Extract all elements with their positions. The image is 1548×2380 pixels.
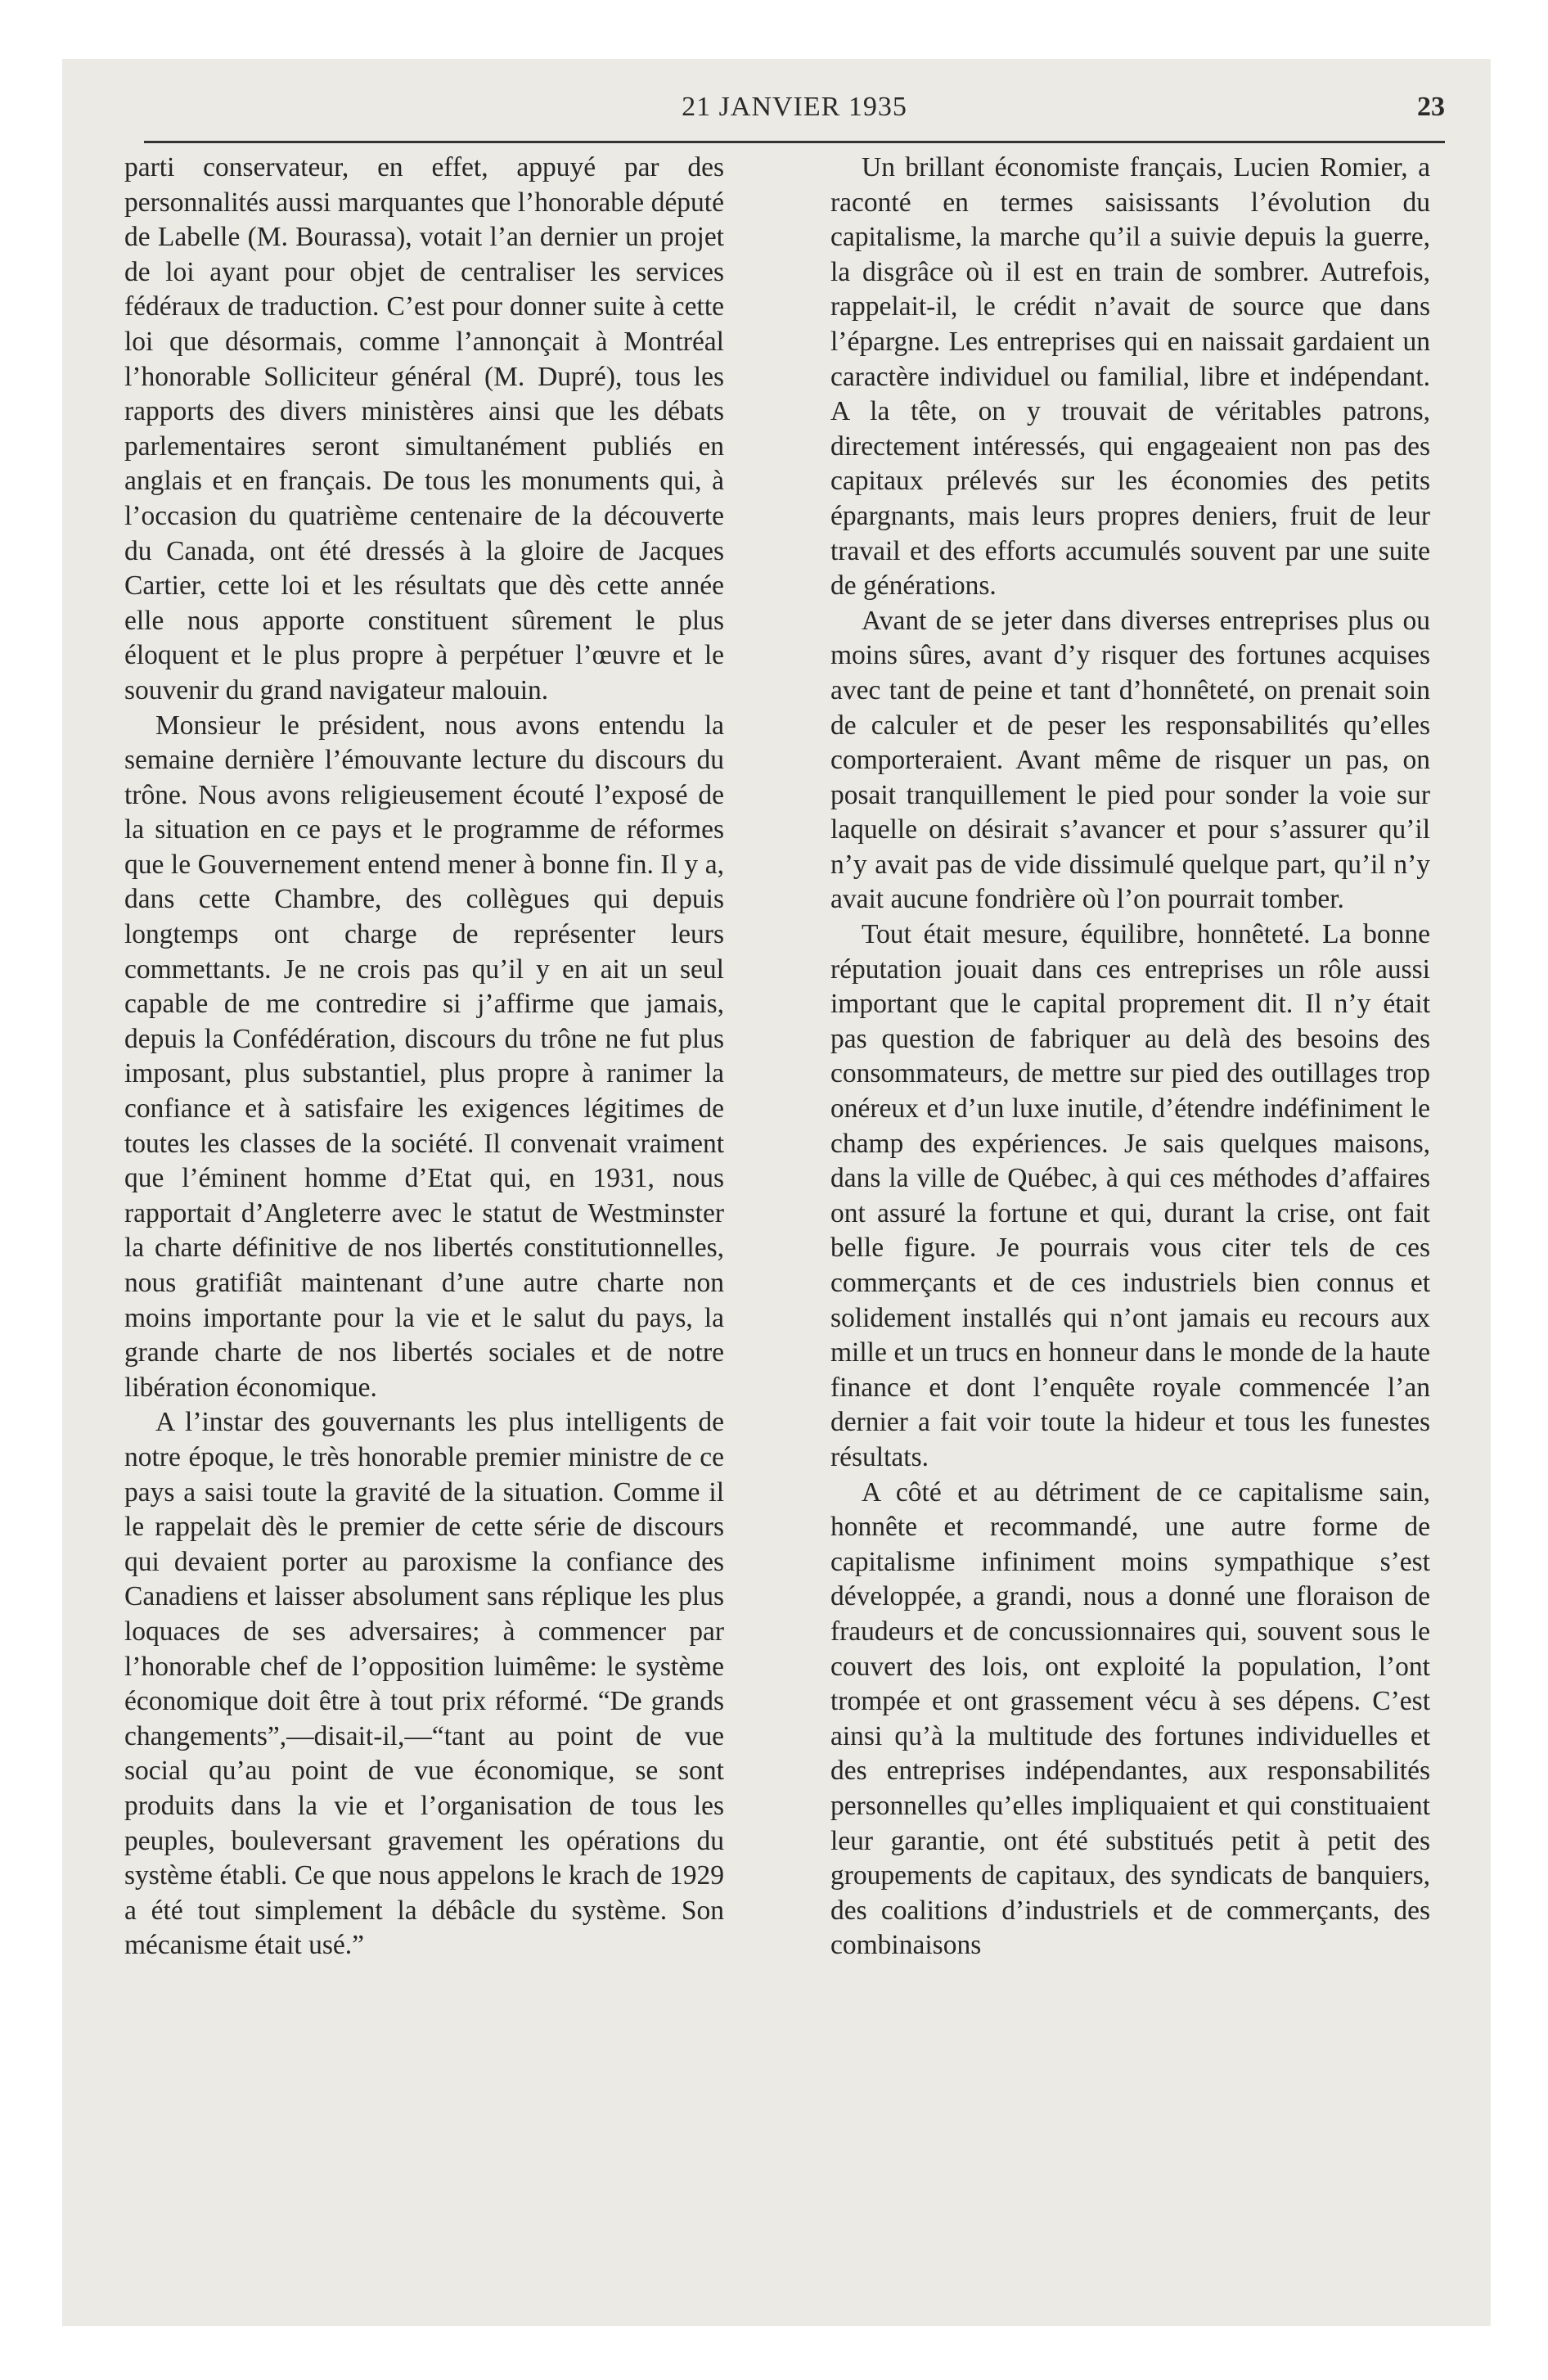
page-header: [144, 92, 1445, 141]
right-column: [830, 151, 1430, 1963]
page-sheet: [62, 59, 1491, 2326]
paragraph: Monsieur le président, nous avons entendu la semaine dernière l’émouvante lecture du discours du trône. Nous avons religieusement écouté l’exposé de la situation en ce pays et le programme de réformes que le Gouvernement entend mener à bonne fin. Il y a, dans cette Chambre, des collègues qui depuis longtemps ont charge de représenter leurs commettants. Je ne crois pas qu’il y en ait un seul capable de me contredire si j’affirme que jamais, depuis la Confédération, discours du trône ne fut plus imposant, plus substantiel, plus propre à ranimer la confiance et à satisfaire les exigences légitimes de toutes les classes de la société. Il convenait vraiment que l’éminent homme d’Etat qui, en 1931, nous rapportait d’Angleterre avec le statut de Westminster la charte définitive de nos libertés constitutionnelles, nous gratifiât maintenant d’une autre charte non moins importante pour la vie et le salut du pays, la grande charte de nos libertés sociales et de notre libération économique.: [124, 710, 724, 1403]
paragraph: Un brillant économiste français, Lucien Romier, a raconté en termes saisissants l’évolution du capitalisme, la marche qu’il a suivie depuis la guerre, la disgrâce où il est en train de sombrer. Autrefois, rappelait-il, le crédit n’avait de source que dans l’épargne. Les entreprises qui en naissait gardaient un caractère individuel ou familial, libre et indépendant. A la tête, on y trouvait de véritables patrons, directement intéressés, qui engageaient non pas des capitaux prélevés sur les économies des petits épargnants, mais leurs propres deniers, fruit de leur travail et des efforts accumulés souvent par une suite de générations.: [830, 152, 1430, 602]
paragraph: Tout était mesure, équilibre, honnêteté. La bonne réputation jouait dans ces entreprises un rôle aussi important que le capital proprement dit. Il n’y était pas question de fabriquer au delà des besoins des consommateurs, de mettre sur pied des outillages trop onéreux et d’un luxe inutile, d’étendre indéfiniment le champ des expériences. Je sais quelques maisons, dans la ville de Québec, à qui ces méthodes d’affaires ont assuré la fortune et qui, durant la crise, ont fait belle figure. Je pourrais vous citer tels de ces commerçants et de ces industriels bien connus et solidement installés qui n’ont jamais eu recours aux mille et un trucs en honneur dans le monde de la haute finance et dont l’enquête royale commencée l’an dernier a fait voir toute la hideur et tous les funestes résultats.: [830, 919, 1430, 1472]
paragraph: parti conservateur, en effet, appuyé par des personnalités aussi marquantes que l’honorable député de Labelle (M. Bourassa), votait l’an dernier un projet de loi ayant pour objet de centraliser les services fédéraux de traduction. C’est pour donner suite à cette loi que désormais, comme l’annonçait à Montréal l’honorable Solliciteur général (M. Dupré), tous les rapports des divers ministères ainsi que les débats parlementaires seront simultanément publiés en anglais et en français. De tous les monuments qui, à l’occasion du quatrième centenaire de la découverte du Canada, ont été dressés à la gloire de Jacques Cartier, cette loi et les résultats que dès cette année elle nous apporte constituent sûrement le plus éloquent et le plus propre à perpétuer l’œuvre et le souvenir du grand navigateur malouin.: [124, 152, 724, 705]
paragraph: A côté et au détriment de ce capitalisme sain, honnête et recommandé, une autre forme de capitalisme infiniment moins sympathique s’est développée, a grandi, nous a donné une floraison de fraudeurs et de concussionnaires qui, souvent sous le couvert des lois, ont exploité la population, l’ont trompée et ont grassement vécu à ses dépens. C’est ainsi qu’à la multitude des fortunes individuelles et des entreprises indépendantes, aux responsabilités personnelles qu’elles impliquaient et qui constituaient leur garantie, ont été substitués petit à petit des groupements de capitaux, des syndicats de banquiers, des coalitions d’industriels et de commerçants, des combinaisons: [830, 1476, 1430, 1961]
page-date: 21 JANVIER 1935: [682, 92, 907, 122]
page-number: 23: [1417, 92, 1445, 122]
header-rule: [144, 141, 1445, 143]
paragraph: Avant de se jeter dans diverses entreprises plus ou moins sûres, avant d’y risquer des fortunes acquises avec tant de peine et tant d’honnêteté, on prenait soin de calculer et de peser les responsabilités qu’elles comporteraient. Avant même de risquer un pas, on posait tranquillement le pied pour sonder la voie sur laquelle on désirait s’avancer et pour s’assurer qu’il n’y avait pas de vide dissimulé quelque part, qu’il n’y avait aucune fondrière où l’on pourrait tomber.: [830, 605, 1430, 915]
left-column: [124, 151, 724, 1963]
paragraph: A l’instar des gouvernants les plus intelligents de notre époque, le très honorable premier ministre de ce pays a saisi toute la gravité de la situation. Comme il le rappelait dès le premier de cette série de discours qui devaient porter au paroxisme la confiance des Canadiens et laisser absolument sans réplique les plus loquaces de ses adversaires; à commencer par l’honorable chef de l’opposition luimême: le système économique doit être à tout prix réformé. “De grands changements”,—disait-il,—“tant au point de vue social qu’au point de vue économique, se sont produits dans la vie et l’organisation de tous les peuples, bouleversant gravement les opérations du système établi. Ce que nous appelons le krach de 1929 a été tout simplement la débâcle du système. Son mécanisme était usé.”: [124, 1407, 724, 1961]
